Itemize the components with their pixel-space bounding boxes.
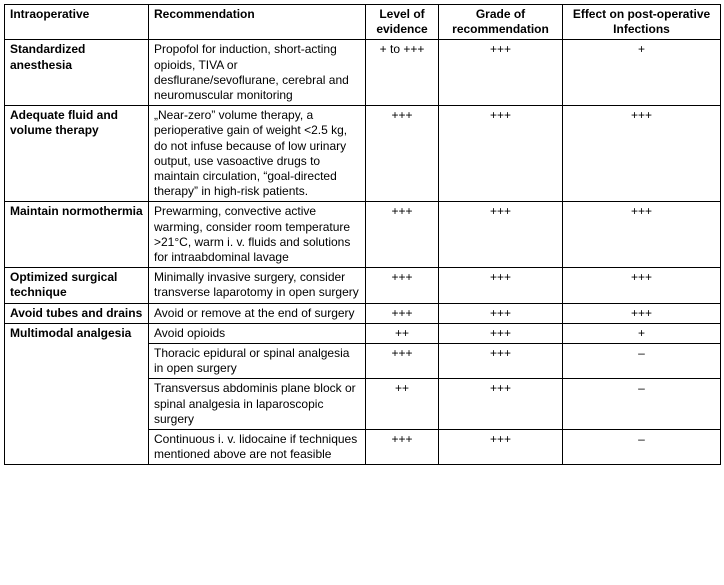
- recommendation-cell: Transversus abdominis plane block or spinal analgesia in laparoscopic surgery: [149, 379, 366, 430]
- table-row: [5, 268, 721, 303]
- effect-cell: +: [563, 40, 721, 106]
- level-cell: +++: [366, 106, 439, 202]
- level-cell: +++: [366, 202, 439, 268]
- recommendation-cell: Continuous i. v. lidocaine if techniques mentioned above are not feasible: [149, 430, 366, 465]
- grade-cell: +++: [439, 379, 563, 430]
- recommendation-cell: Propofol for induction, short-acting opioids, TIVA or desflurane/sevoflurane, cerebral and neuromuscular monitoring: [149, 40, 366, 106]
- table-row: [5, 323, 721, 343]
- level-cell: ++: [366, 323, 439, 343]
- header-row: [5, 5, 721, 40]
- recommendation-cell: Thoracic epidural or spinal analgesia in open surgery: [149, 344, 366, 379]
- effect-cell: +++: [563, 268, 721, 303]
- grade-cell: +++: [439, 344, 563, 379]
- level-cell: +++: [366, 430, 439, 465]
- grade-cell: +++: [439, 202, 563, 268]
- category-cell: Adequate fluid and volume therapy: [5, 106, 149, 202]
- recommendation-cell: Prewarming, convective active warming, consider room temperature >21°C, warm i. v. fluids and solutions for intraabdominal lavage: [149, 202, 366, 268]
- header-grade-of-recommendation: Grade of recommendation: [439, 5, 563, 40]
- category-cell-multimodal: Multimodal analgesia: [5, 323, 149, 465]
- category-cell: Maintain normothermia: [5, 202, 149, 268]
- grade-cell: +++: [439, 40, 563, 106]
- recommendation-cell: Avoid or remove at the end of surgery: [149, 303, 366, 323]
- header-recommendation: Recommendation: [149, 5, 366, 40]
- grade-cell: +++: [439, 303, 563, 323]
- effect-cell: –: [563, 344, 721, 379]
- effect-cell: +++: [563, 106, 721, 202]
- header-intraoperative: Intraoperative: [5, 5, 149, 40]
- grade-cell: +++: [439, 430, 563, 465]
- effect-cell: +: [563, 323, 721, 343]
- recommendation-cell: „Near-zero” volume therapy, a perioperative gain of weight <2.5 kg, do not infuse because of low urinary output, use vasoactive drugs to maintain circulation, “goal-directed therapy” in high-risk patients.: [149, 106, 366, 202]
- effect-cell: –: [563, 379, 721, 430]
- header-effect-on-infections: Effect on post-operative Infections: [563, 5, 721, 40]
- table-row: [5, 106, 721, 202]
- category-cell: Optimized surgical technique: [5, 268, 149, 303]
- level-cell: +++: [366, 344, 439, 379]
- grade-cell: +++: [439, 268, 563, 303]
- grade-cell: +++: [439, 106, 563, 202]
- table-row: [5, 202, 721, 268]
- level-cell: + to +++: [366, 40, 439, 106]
- level-cell: ++: [366, 379, 439, 430]
- header-level-of-evidence: Level of evidence: [366, 5, 439, 40]
- level-cell: +++: [366, 268, 439, 303]
- category-cell: Avoid tubes and drains: [5, 303, 149, 323]
- table-row: [5, 303, 721, 323]
- table-row: [5, 40, 721, 106]
- recommendation-cell: Avoid opioids: [149, 323, 366, 343]
- level-cell: +++: [366, 303, 439, 323]
- effect-cell: –: [563, 430, 721, 465]
- recommendation-cell: Minimally invasive surgery, consider transverse laparotomy in open surgery: [149, 268, 366, 303]
- effect-cell: +++: [563, 303, 721, 323]
- category-cell: Standardized anesthesia: [5, 40, 149, 106]
- recommendations-table: [4, 4, 721, 465]
- effect-cell: +++: [563, 202, 721, 268]
- grade-cell: +++: [439, 323, 563, 343]
